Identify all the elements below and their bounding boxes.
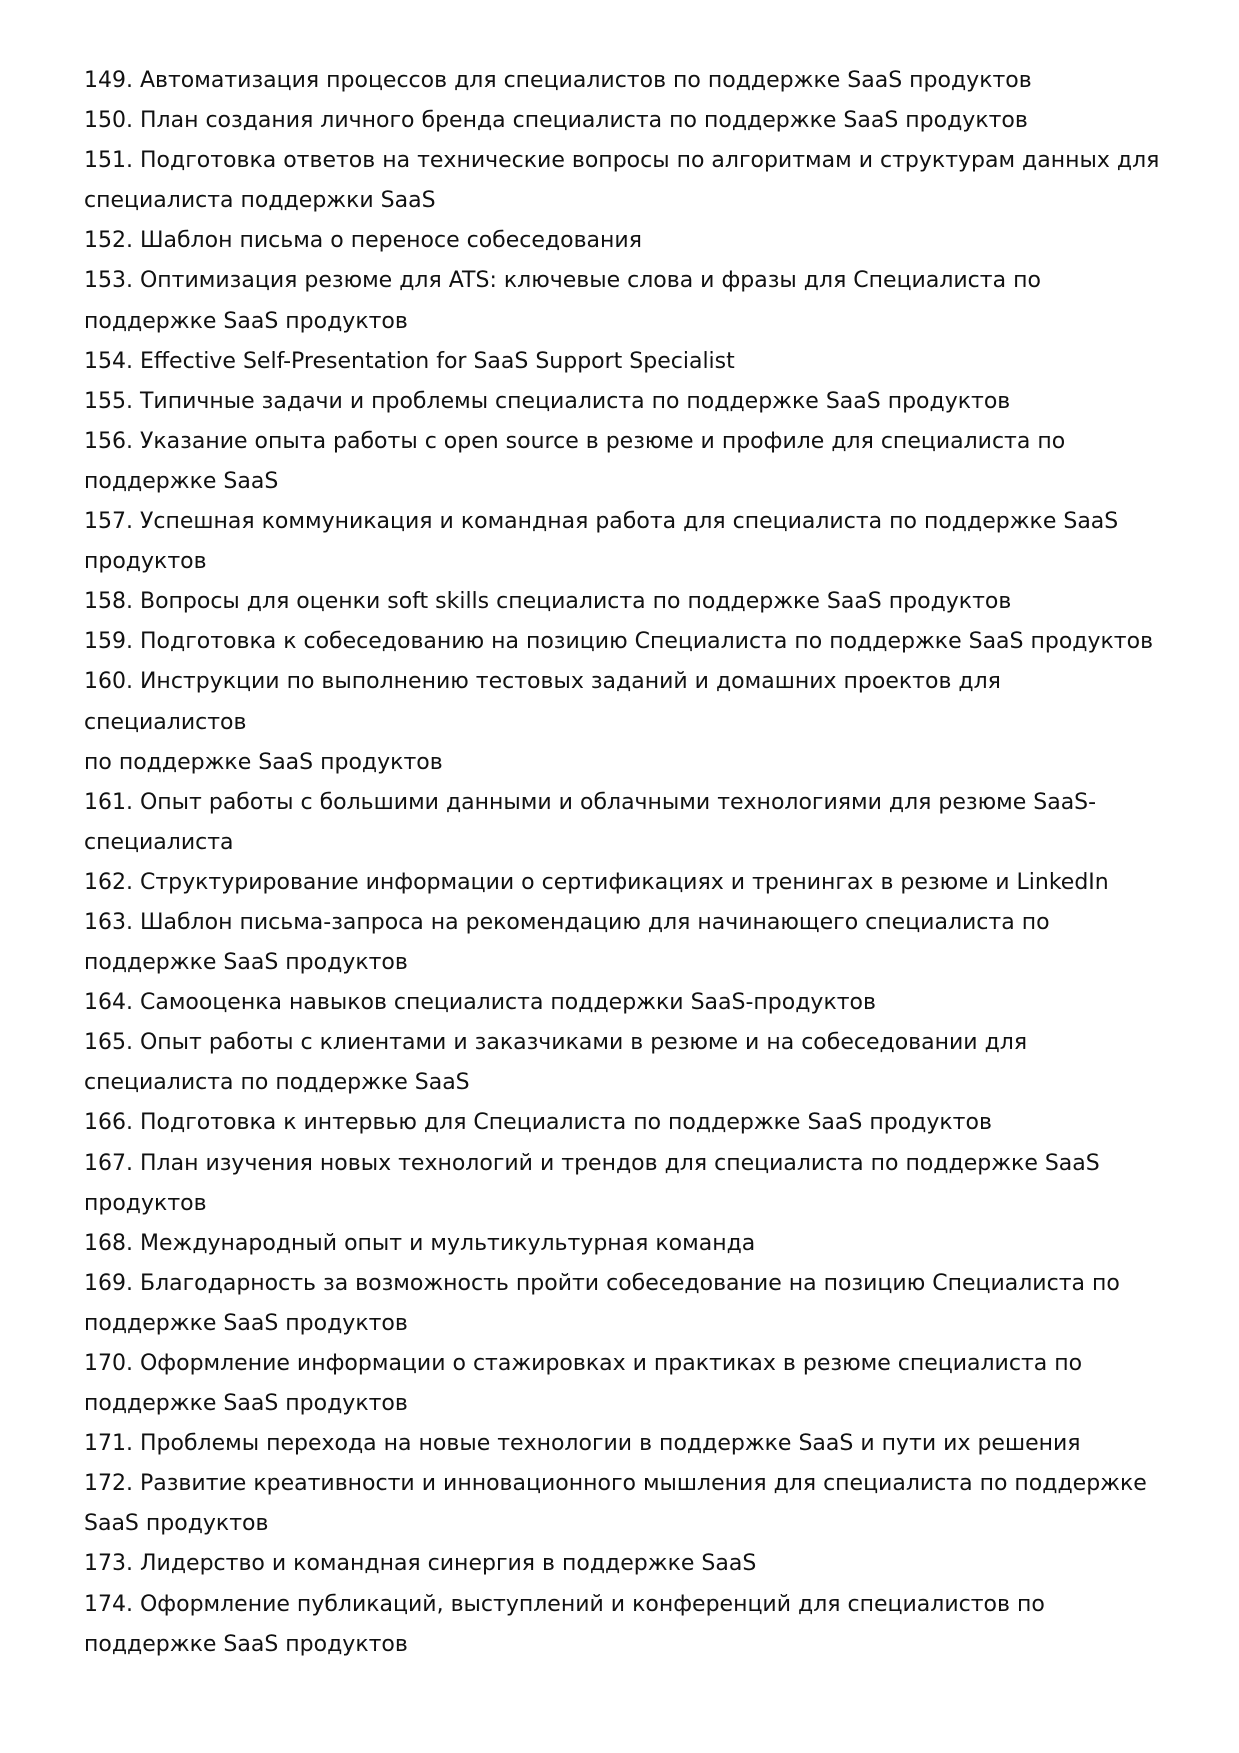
list-line: 154. Effective Self-Presentation for SaaS Support Specialist xyxy=(84,348,735,374)
list-line: 162. Структурирование информации о сертификациях и тренингах в резюме и LinkedIn xyxy=(84,869,1109,895)
list-line: поддержке SaaS продуктов xyxy=(84,1310,408,1336)
list-line: 174. Оформление публикаций, выступлений и конференций для специалистов по xyxy=(84,1591,1045,1617)
list-line: специалиста xyxy=(84,829,234,855)
list-line: поддержке SaaS продуктов xyxy=(84,1391,408,1417)
list-line: 157. Успешная коммуникация и командная работа для специалиста по поддержке SaaS xyxy=(84,509,1119,535)
list-line: 160. Инструкции по выполнению тестовых заданий и домашних проектов для специалистов xyxy=(84,669,1001,735)
list-line: 158. Вопросы для оценки soft skills специалиста по поддержке SaaS продуктов xyxy=(84,589,1012,615)
list-line: специалиста по поддержке SaaS xyxy=(84,1070,470,1096)
list-line: 149. Автоматизация процессов для специалистов по поддержке SaaS продуктов xyxy=(84,68,1032,93)
list-line: 161. Опыт работы с большими данными и облачными технологиями для резюме SaaS- xyxy=(84,789,1097,815)
list-line: поддержке SaaS продуктов xyxy=(84,308,408,334)
list-line: специалиста поддержки SaaS xyxy=(84,188,436,214)
list-line: 156. Указание опыта работы с open source в резюме и профиле для специалиста по xyxy=(84,428,1066,454)
list-line: 167. План изучения новых технологий и трендов для специалиста по поддержке SaaS xyxy=(84,1150,1100,1176)
list-line: поддержке SaaS продуктов xyxy=(84,950,408,976)
list-line: 169. Благодарность за возможность пройти собеседование на позицию Специалиста по xyxy=(84,1270,1120,1296)
document-page xyxy=(84,61,1164,1665)
list-line: поддержке SaaS xyxy=(84,468,279,494)
list-line: 166. Подготовка к интервью для Специалиста по поддержке SaaS продуктов xyxy=(84,1110,992,1136)
list-line: поддержке SaaS продуктов xyxy=(84,1631,408,1657)
topic-list xyxy=(84,61,1164,1665)
list-line: 168. Международный опыт и мультикультурная команда xyxy=(84,1230,756,1256)
list-line: 173. Лидерство и командная синергия в поддержке SaaS xyxy=(84,1551,757,1577)
list-line: 159. Подготовка к собеседованию на позицию Специалиста по поддержке SaaS продуктов xyxy=(84,629,1154,655)
list-line: 170. Оформление информации о стажировках и практиках в резюме специалиста по xyxy=(84,1351,1083,1376)
list-line: 164. Самооценка навыков специалиста поддержки SaaS-продуктов xyxy=(84,990,876,1016)
list-line: 150. План создания личного бренда специалиста по поддержке SaaS продуктов xyxy=(84,108,1028,134)
list-line: 171. Проблемы перехода на новые технологии в поддержке SaaS и пути их решения xyxy=(84,1431,1081,1457)
list-line: SaaS продуктов xyxy=(84,1511,269,1537)
list-line: продуктов xyxy=(84,1190,207,1216)
list-line: 151. Подготовка ответов на технические вопросы по алгоритмам и структурам данных для xyxy=(84,148,1160,174)
list-line: 152. Шаблон письма о переносе собеседования xyxy=(84,228,642,254)
list-line: 155. Типичные задачи и проблемы специалиста по поддержке SaaS продуктов xyxy=(84,388,1011,414)
list-line: 172. Развитие креативности и инновационного мышления для специалиста по поддержке xyxy=(84,1471,1147,1497)
list-line: продуктов xyxy=(84,549,207,575)
list-line: 153. Оптимизация резюме для ATS: ключевые слова и фразы для Специалиста по xyxy=(84,268,1041,294)
list-line: по поддержке SaaS продуктов xyxy=(84,749,443,775)
list-line: 165. Опыт работы с клиентами и заказчиками в резюме и на собеседовании для xyxy=(84,1030,1028,1056)
list-line: 163. Шаблон письма-запроса на рекомендацию для начинающего специалиста по xyxy=(84,909,1050,935)
